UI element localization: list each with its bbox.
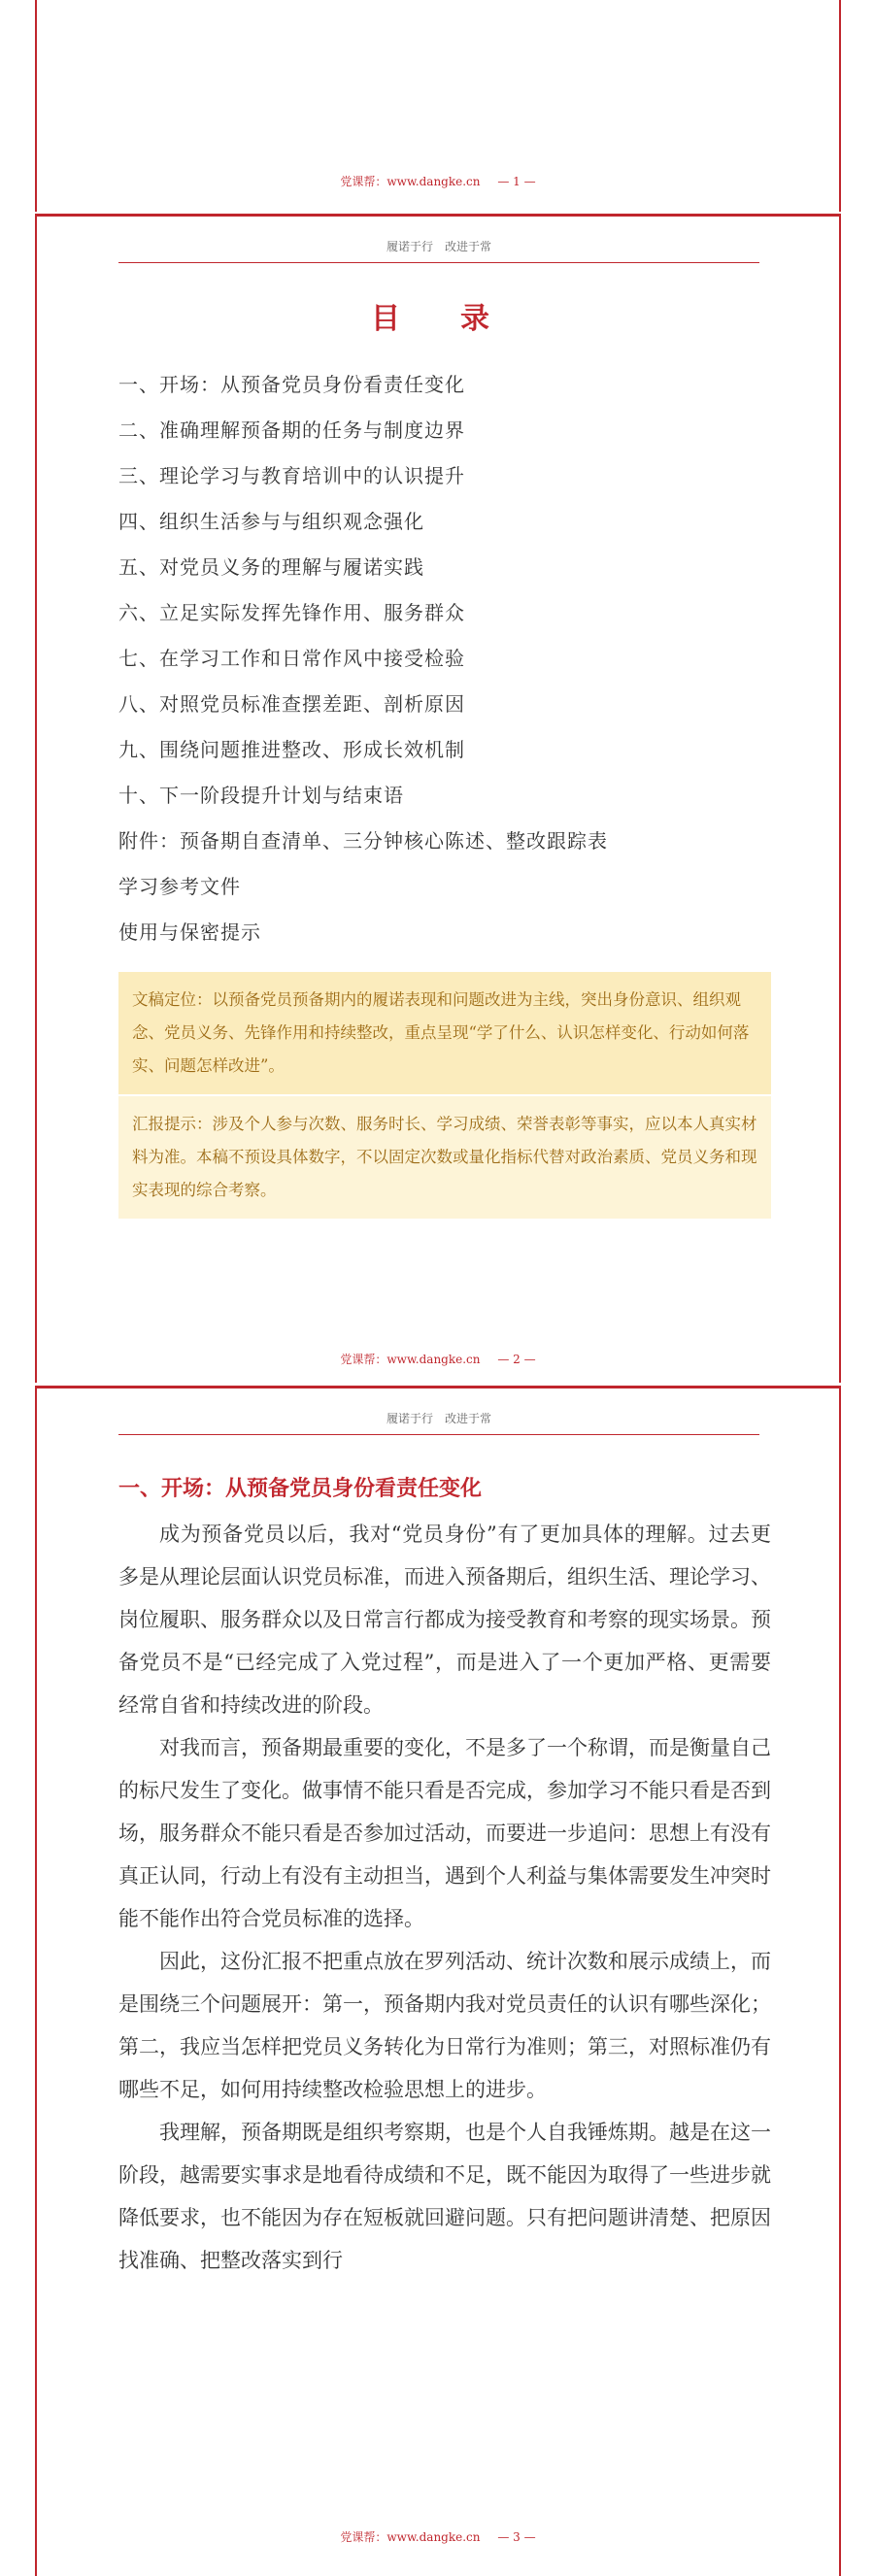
- paragraph: 对我而言，预备期最重要的变化，不是多了一个称谓，而是衡量自己的标尺发生了变化。做事情不能只看是否完成，参加学习不能只看是否到场，服务群众不能只看是否参加过活动，而要进一步追问：思想上有没有真正认同，行动上有没有主动担当，遇到个人利益与集体需要发生冲突时能不能作出符合党员标准的选择。: [118, 1736, 771, 1930]
- toc-item[interactable]: 三、理论学习与教育培训中的认识提升: [118, 464, 465, 487]
- page-footer: [37, 2528, 839, 2545]
- toc-item[interactable]: 八、对照党员标准查摆差距、剖析原因: [118, 692, 465, 716]
- page-header: 履诺于行 改进于常: [118, 1410, 759, 1435]
- toc-item[interactable]: 九、围绕问题推进整改、形成长效机制: [118, 738, 465, 761]
- toc-item[interactable]: 十、下一阶段提升计划与结束语: [118, 784, 404, 807]
- paragraph: 成为预备党员以后，我对“党员身份”有了更加具体的理解。过去更多是从理论层面认识党员标准，而进入预备期后，组织生活、理论学习、岗位履职、服务群众以及日常言行都成为接受教育和考察的现实场景。预备党员不是“已经完成了入党过程”，而是进入了一个更加严格、更需要经常自省和持续改进的阶段。: [118, 1522, 771, 1717]
- toc-title: 目 录: [371, 302, 505, 336]
- page-number: — 3 —: [497, 2530, 536, 2544]
- toc-item[interactable]: 七、在学习工作和日常作风中接受检验: [118, 647, 465, 670]
- notes-box: [118, 972, 771, 1219]
- section-body: [118, 1513, 771, 2282]
- reminder-note: 汇报提示：涉及个人参与次数、服务时长、学习成绩、荣誉表彰等事实，应以本人真实材料为准。本稿不预设具体数字，不以固定次数或量化指标代替对政治素质、党员义务和现实表现的综合考察。: [118, 1096, 771, 1219]
- toc-item[interactable]: 使用与保密提示: [118, 920, 261, 944]
- page-footer: [37, 173, 839, 189]
- page-number: — 1 —: [497, 175, 536, 188]
- toc-item[interactable]: 二、准确理解预备期的任务与制度边界: [118, 418, 465, 442]
- toc-item[interactable]: 学习参考文件: [118, 875, 241, 898]
- toc-list: [118, 362, 608, 955]
- toc-item[interactable]: 一、开场：从预备党员身份看责任变化: [118, 373, 465, 396]
- toc-item[interactable]: 四、组织生活参与与组织观念强化: [118, 510, 424, 533]
- paragraph: 我理解，预备期既是组织考察期，也是个人自我锤炼期。越是在这一阶段，越需要实事求是地看待成绩和不足，既不能因为取得了一些进步就降低要求，也不能因为存在短板就回避问题。只有把问题讲清楚、把原因找准确、把整改落实到行: [118, 2121, 771, 2272]
- page-header: 履诺于行 改进于常: [118, 238, 759, 263]
- page-1: [35, 0, 841, 212]
- page-3: [35, 1386, 841, 2576]
- page-footer: [37, 1351, 839, 1367]
- footer-site: 党课帮：www.dangke.cn: [340, 1353, 481, 1366]
- section-title: 一、开场：从预备党员身份看责任变化: [118, 1476, 483, 1501]
- positioning-note: 文稿定位：以预备党员预备期内的履诺表现和问题改进为主线，突出身份意识、组织观念、党员义务、先锋作用和持续整改，重点呈现“学了什么、认识怎样变化、行动如何落实、问题怎样改进”。: [118, 972, 771, 1094]
- page-number: — 2 —: [497, 1353, 536, 1366]
- footer-site: 党课帮：www.dangke.cn: [340, 175, 481, 188]
- footer-site: 党课帮：www.dangke.cn: [340, 2530, 481, 2544]
- toc-item[interactable]: 五、对党员义务的理解与履诺实践: [118, 555, 424, 579]
- page-2: [35, 214, 841, 1383]
- toc-item[interactable]: 六、立足实际发挥先锋作用、服务群众: [118, 601, 465, 624]
- paragraph: 因此，这份汇报不把重点放在罗列活动、统计次数和展示成绩上，而是围绕三个问题展开：第一，预备期内我对党员责任的认识有哪些深化；第二，我应当怎样把党员义务转化为日常行为准则；第三，对照标准仍有哪些不足，如何用持续整改检验思想上的进步。: [118, 1950, 771, 2101]
- toc-item[interactable]: 附件：预备期自查清单、三分钟核心陈述、整改跟踪表: [118, 829, 608, 853]
